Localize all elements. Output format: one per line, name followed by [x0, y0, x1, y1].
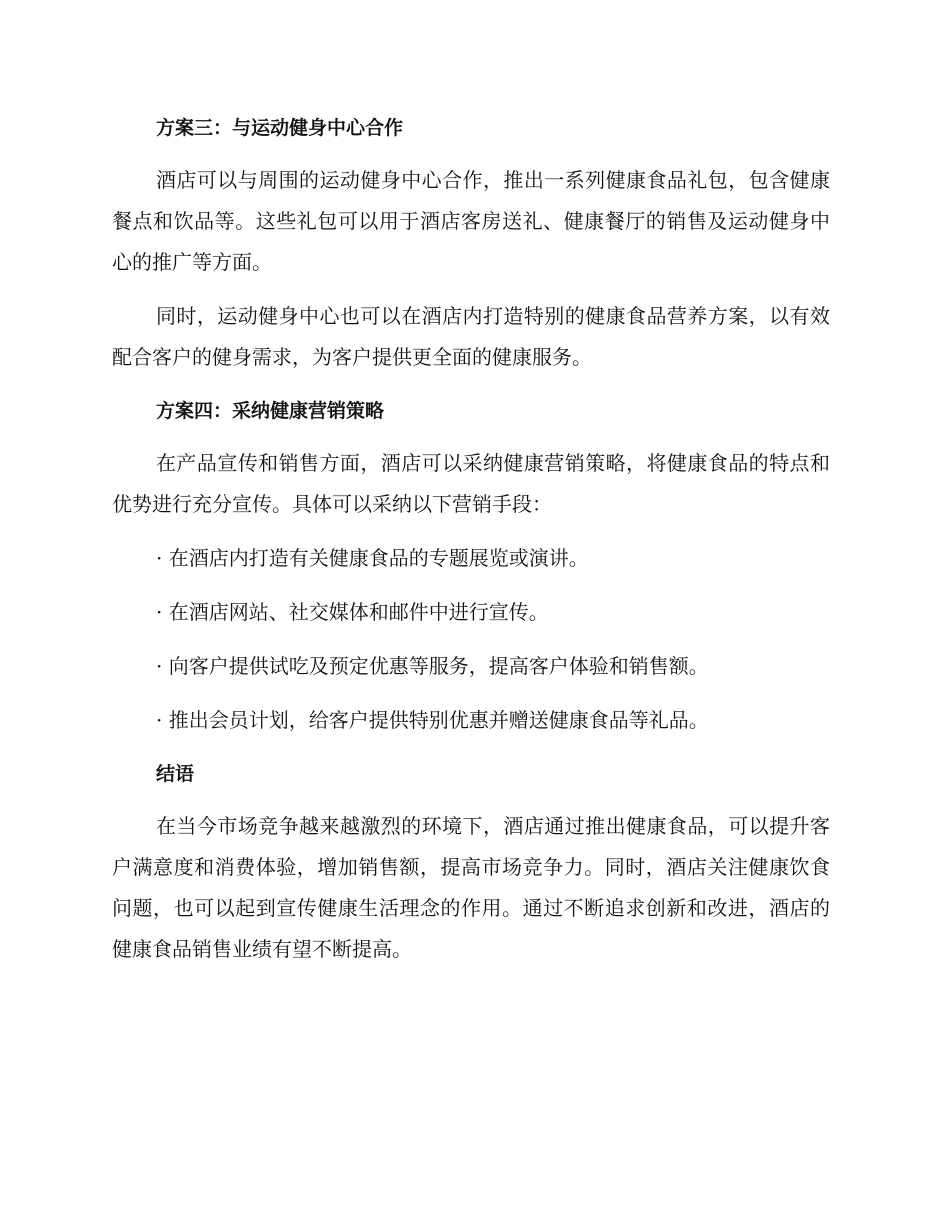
paragraph: 在当今市场竞争越来越激烈的环境下，酒店通过推出健康食品，可以提升客户满意度和消费体验，增加销售额，提高市场竞争力。同时，酒店关注健康饮食问题，也可以起到宣传健康生活理念的作用。通过不断追求创新和改进，酒店的健康食品销售业绩有望不断提高。 [112, 814, 830, 961]
bullet-item: · 向客户提供试吃及预定优惠等服务，提高客户体验和销售额。 [156, 654, 709, 678]
paragraph: 同时，运动健身中心也可以在酒店内打造特别的健康食品营养方案，以有效配合客户的健身需求，为客户提供更全面的健康服务。 [112, 304, 830, 369]
section-heading-plan-three: 方案三：与运动健身中心合作 [156, 117, 404, 139]
bullet-item: · 在酒店内打造有关健康食品的专题展览或演讲。 [156, 546, 589, 570]
bullet-item: · 在酒店网站、社交媒体和邮件中进行宣传。 [156, 600, 549, 624]
document-page [112, 108, 830, 983]
bullet-item: · 推出会员计划，给客户提供特别优惠并赠送健康食品等礼品。 [156, 708, 709, 732]
paragraph: 酒店可以与周围的运动健身中心合作，推出一系列健康食品礼包，包含健康餐点和饮品等。这些礼包可以用于酒店客房送礼、健康餐厅的销售及运动健身中心的推广等方面。 [112, 168, 830, 274]
paragraph: 在产品宣传和销售方面，酒店可以采纳健康营销策略，将健康食品的特点和优势进行充分宣传。具体可以采纳以下营销手段： [112, 451, 830, 516]
section-heading-conclusion: 结语 [156, 763, 195, 785]
section-heading-plan-four: 方案四：采纳健康营销策略 [156, 400, 385, 422]
